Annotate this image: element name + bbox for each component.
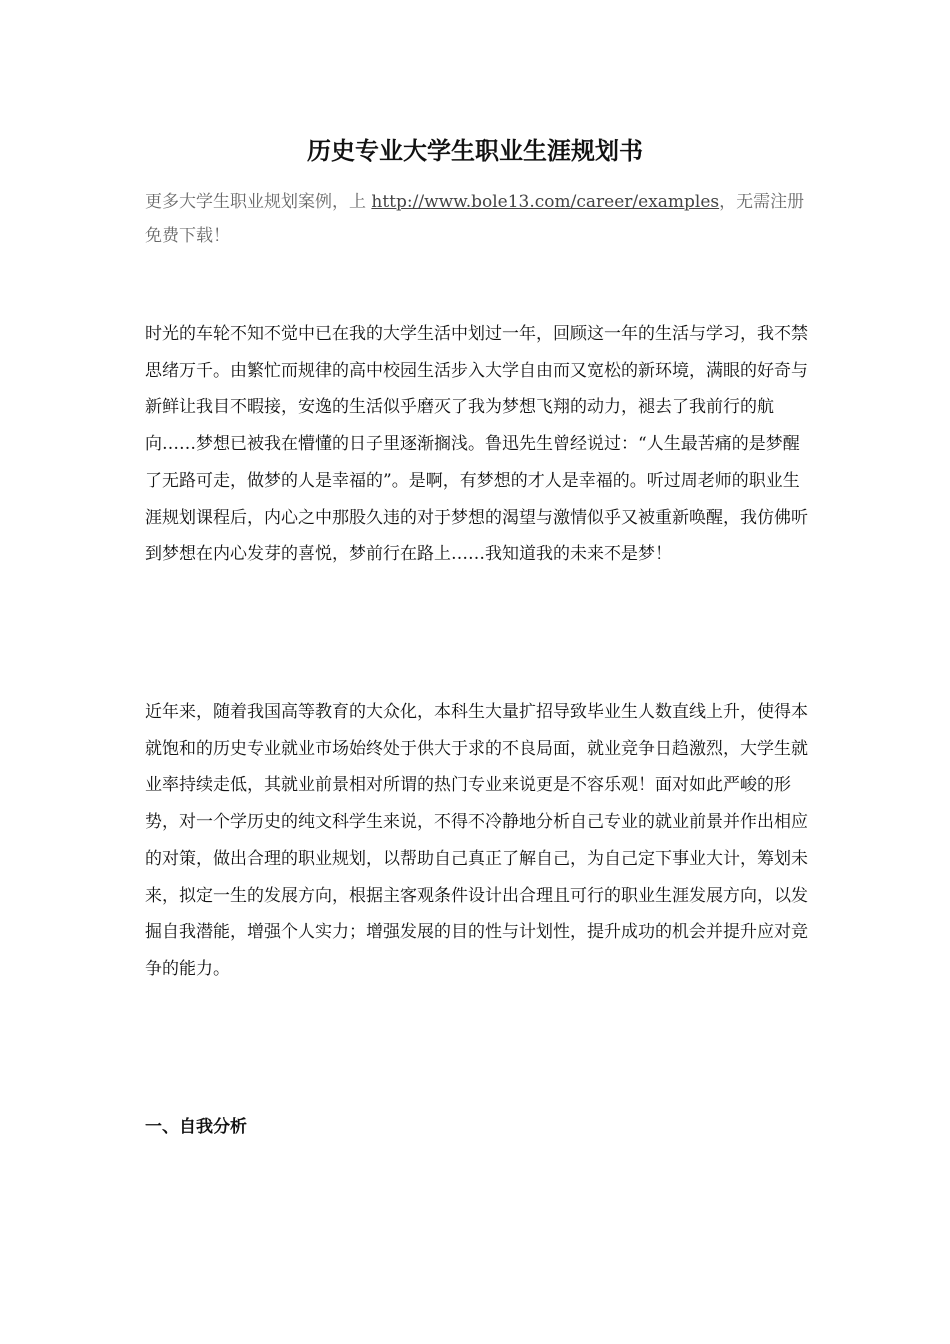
promo-suffix: ，无需注册免费下载！: [145, 192, 805, 246]
promo-link[interactable]: http://www.bole13.com/career/examples: [371, 192, 720, 212]
document-title: 历史专业大学生职业生涯规划书: [307, 137, 643, 165]
promo-line: [145, 185, 810, 253]
section-heading: 一、自我分析: [145, 1117, 247, 1137]
promo-prefix: 更多大学生职业规划案例，上: [145, 192, 372, 212]
paragraph-background: 近年来，随着我国高等教育的大众化，本科生大量扩招导致毕业生人数直线上升，使得本就饱和的历史专业就业市场始终处于供大于求的不良局面，就业竞争日趋激烈，大学生就业率持续走低，其就业前景相对所谓的热门专业来说更是不容乐观！面对如此严峻的形势，对一个学历史的纯文科学生来说，不得不冷静地分析自己专业的就业前景并作出相应的对策，做出合理的职业规划，以帮助自己真正了解自己，为自己定下事业大计，筹划未来，拟定一生的发展方向，根据主客观条件设计出合理且可行的职业生涯发展方向，以发掘自我潜能，增强个人实力；增强发展的目的性与计划性，提升成功的机会并提升应对竞争的能力。: [145, 702, 808, 979]
paragraph-intro: 时光的车轮不知不觉中已在我的大学生活中划过一年，回顾这一年的生活与学习，我不禁思绪万千。由繁忙而规律的高中校园生活步入大学自由而又宽松的新环境，满眼的好奇与新鲜让我目不暇接，安逸的生活似乎磨灭了我为梦想飞翔的动力，褪去了我前行的航向……梦想已被我在懵懂的日子里逐渐搁浅。鲁迅先生曾经说过：“人生最苦痛的是梦醒了无路可走，做梦的人是幸福的”。是啊，有梦想的才人是幸福的。听过周老师的职业生涯规划课程后，内心之中那股久违的对于梦想的渴望与激情似乎又被重新唤醒，我仿佛听到梦想在内心发芽的喜悦，梦前行在路上……我知道我的未来不是梦！: [145, 324, 808, 565]
